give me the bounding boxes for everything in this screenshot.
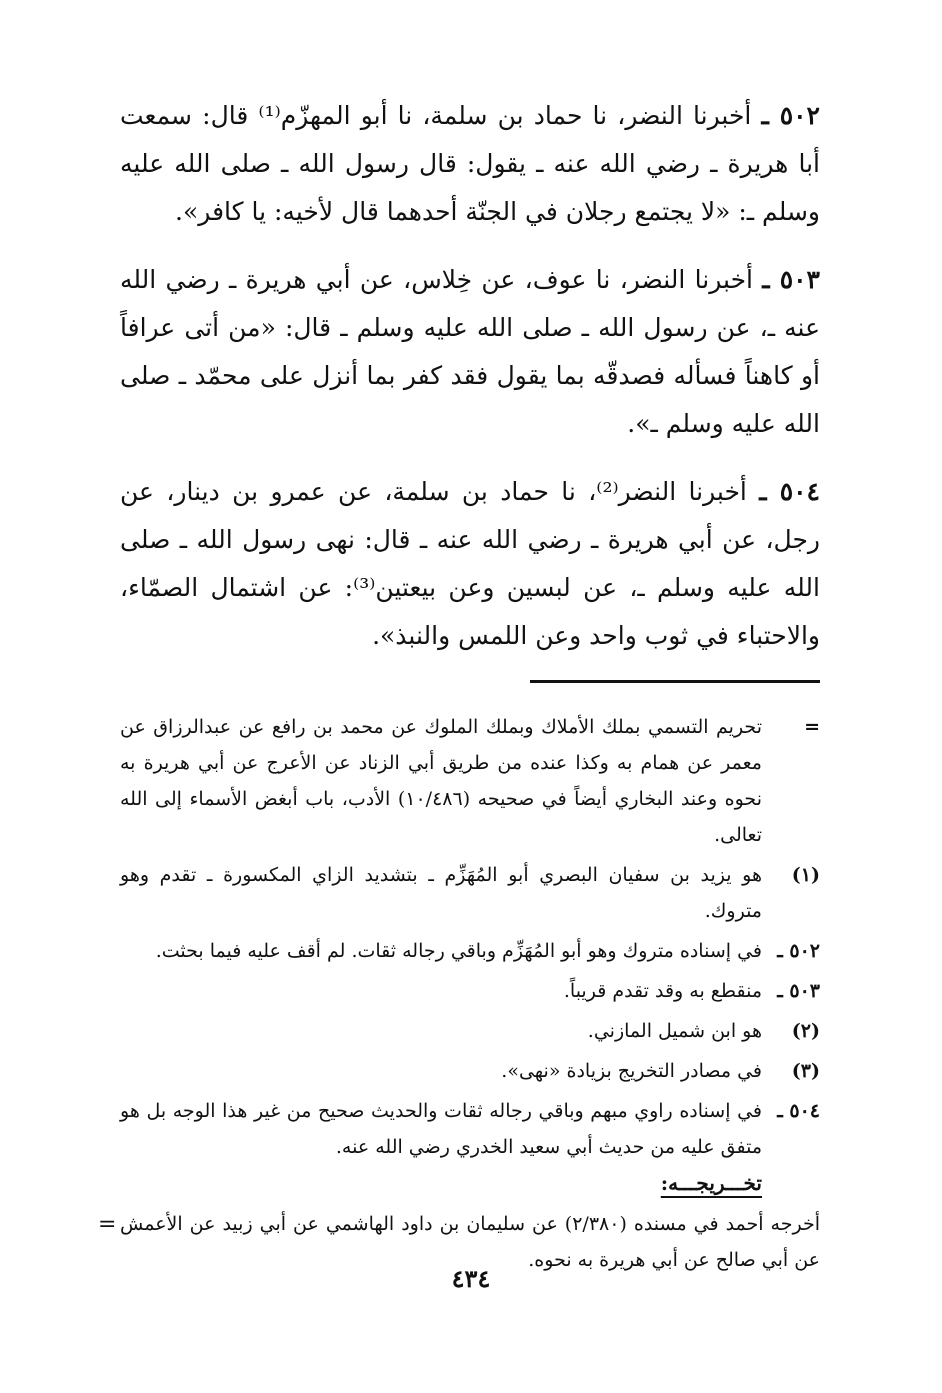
hadith-number: ٥٠٢ ـ [761,101,820,130]
hadith-502 [120,92,820,236]
footnote-marker: ٥٠٢ ـ [777,940,820,962]
footnote-separator [530,680,820,683]
footnote-marker: ٥٠٤ ـ [777,1100,820,1122]
footnote-502 [120,933,820,969]
page-number: ٤٣٤ [451,1264,491,1293]
footnote-marker: ٥٠٣ ـ [777,980,820,1002]
continuation-mark: = [98,1212,117,1237]
takhrij-heading: تخـــريجـــه: [660,1171,762,1195]
footnote-text: في مصادر التخريج بزيادة «نهى». [501,1060,762,1082]
footnote-text: في إسناده راوي مبهم وباقي رجاله ثقات والحديث صحيح من غير هذا الوجه بل هو متفق عليه من حديث أبي سعيد الخدري رضي الله عنه. [120,1100,762,1158]
footnote-continued [120,709,820,853]
takhrij-text: أخرجه أحمد في مسنده (٢/٣٨٠) عن سليمان بن داود الهاشمي عن أبي زبيد عن الأعمش عن أبي صالح عن أبي هريرة به نحوه. [120,1213,820,1271]
footnote-marker: (٣) [791,1060,820,1082]
hadith-number: ٥٠٣ ـ [762,265,820,294]
hadith-section [120,92,820,660]
hadith-text: أخبرنا النضر⁽²⁾، نا حماد بن سلمة، عن عمرو بن دينار، عن رجل، عن أبي هريرة ـ رضي الله عنه ـ قال: نهى رسول الله ـ صلى الله عليه وسلم ـ، عن لبسين وعن بيعتين⁽³⁾: عن اشتمال الصمّاء، والاحتباء في ثوب واحد وعن اللمس والنبذ». [120,477,820,650]
footnote-text: هو ابن شميل المازني. [587,1020,762,1042]
hadith-number: ٥٠٤ ـ [759,477,820,506]
footnote-text: هو يزيد بن سفيان البصري أبو المُهَزِّم ـ بتشديد الزاي المكسورة ـ تقدم وهو متروك. [120,864,762,922]
footnote-text: في إسناده متروك وهو أبو المُهَزِّم وباقي رجاله ثقات. لم أقف عليه فيما بحثت. [155,940,762,962]
footnote-text: تحريم التسمي بملك الأملاك وبملك الملوك عن محمد بن رافع عن عبدالرزاق عن معمر عن همام به وكذا عنده من طريق أبي الزناد عن الأعرج عن أبي هريرة به نحوه وعند البخاري أيضاً في صحيحه (١٠/٤٨٦) الأدب، باب أبغض الأسماء إلى الله تعالى. [120,716,762,846]
hadith-text: أخبرنا النضر، نا حماد بن سلمة، نا أبو المهزّم⁽¹⁾ قال: سمعت أبا هريرة ـ رضي الله عنه ـ يقول: قال رسول الله ـ صلى الله عليه وسلم ـ: «لا يجتمع رجلان في الجنّة أحدهما قال لأخيه: يا كافر». [120,101,820,226]
footnote-2 [120,1013,820,1049]
footnote-marker: (١) [791,864,820,886]
footnote-text: منقطع به وقد تقدم قريباً. [563,980,762,1002]
footnote-marker: (٢) [791,1020,820,1042]
footnote-3 [120,1053,820,1089]
footnote-504 [120,1093,820,1202]
footnote-marker: = [804,716,820,738]
hadith-text: أخبرنا النضر، نا عوف، عن خِلاس، عن أبي هريرة ـ رضي الله عنه ـ، عن رسول الله ـ صلى الله عليه وسلم ـ قال: «من أتى عرافاً أو كاهناً فسأله فصدقّه بما يقول فقد كفر بما أنزل على محمّد ـ صلى الله عليه وسلم ـ». [120,265,820,438]
page-body [120,92,820,1282]
footnotes-section [120,709,820,1278]
footnote-1 [120,857,820,929]
hadith-503 [120,256,820,448]
footnote-503 [120,973,820,1009]
hadith-504 [120,468,820,660]
